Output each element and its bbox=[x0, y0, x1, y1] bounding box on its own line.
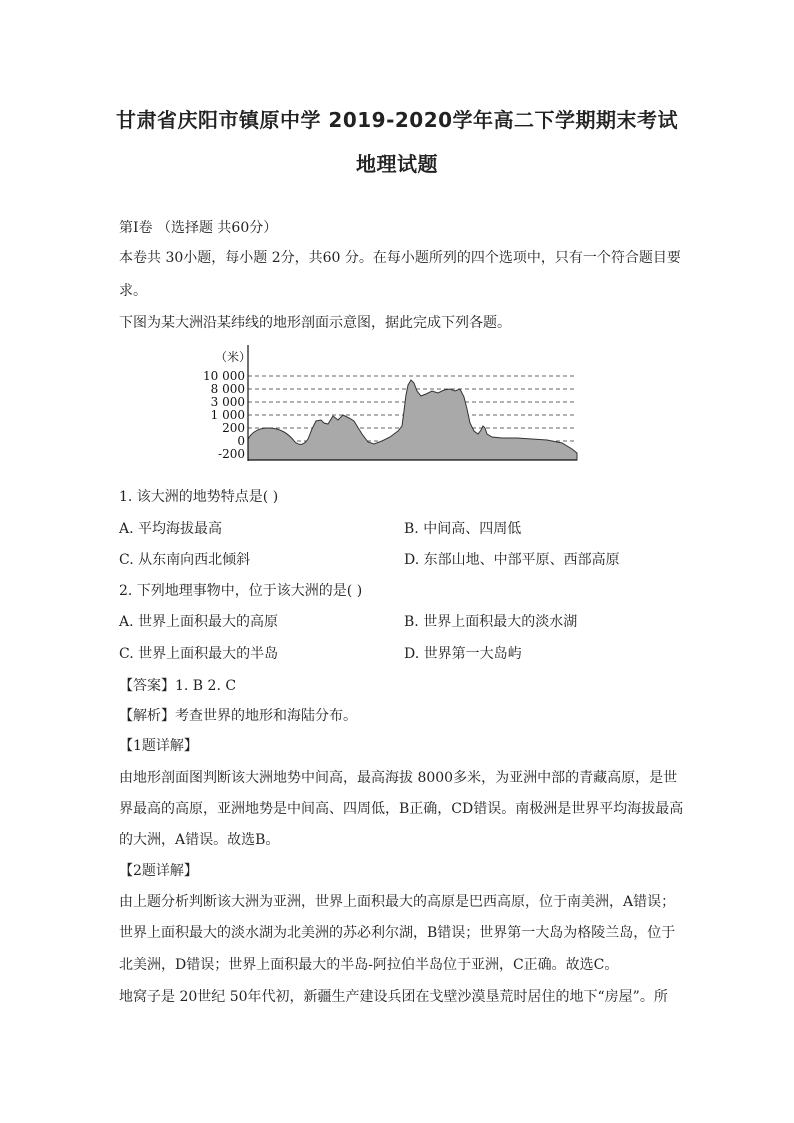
instructions-line-2: 求。 bbox=[119, 283, 147, 299]
question-1-option-c: C. 从东南向西北倾斜 bbox=[119, 552, 251, 568]
y-tick-8000: 8 000 bbox=[210, 382, 245, 396]
detail-1-line-2: 界最高的高原，亚洲地势是中间高、四周低，B正确，CD错误。南极洲是世界平均海拔最高 bbox=[119, 801, 684, 817]
section-header: 第Ⅰ卷 （选择题 共60分） bbox=[119, 220, 278, 236]
detail-2-line-2: 世界上面积最大的淡水湖为北美洲的苏必利尔湖，B错误；世界第一大岛为格陵兰岛，位于 bbox=[119, 925, 676, 941]
answer-line: 【答案】1. B 2. C bbox=[119, 678, 237, 694]
y-axis-unit-label: （米） bbox=[215, 350, 252, 364]
question-2-option-d: D. 世界第一大岛屿 bbox=[404, 646, 522, 662]
terrain-profile-area bbox=[248, 380, 577, 460]
question-2-stem: 2. 下列地理事物中，位于该大洲的是( ) bbox=[119, 583, 363, 599]
question-2-option-a: A. 世界上面积最大的高原 bbox=[119, 614, 279, 630]
y-tick-10000: 10 000 bbox=[203, 369, 245, 383]
detail-2-header: 【2题详解】 bbox=[119, 863, 198, 879]
passage-line: 地窝子是 20世纪 50年代初，新疆生产建设兵团在戈壁沙漠垦荒时居住的地下“房屋”。所 bbox=[119, 989, 668, 1005]
question-2-option-c: C. 世界上面积最大的半岛 bbox=[119, 646, 279, 662]
y-tick-200: 200 bbox=[222, 421, 245, 435]
y-tick-3000: 3 000 bbox=[210, 395, 245, 409]
question-1-option-b: B. 中间高、四周低 bbox=[404, 521, 522, 537]
document-title-line-2: 地理试题 bbox=[356, 152, 438, 176]
detail-2-line-1: 由上题分析判断该大洲为亚洲，世界上面积最大的高原是巴西高原，位于南美洲，A错误； bbox=[119, 894, 676, 910]
question-1-option-d: D. 东部山地、中部平原、西部高原 bbox=[404, 552, 620, 568]
y-tick-neg200: -200 bbox=[218, 447, 245, 461]
question-2-option-b: B. 世界上面积最大的淡水湖 bbox=[404, 614, 578, 630]
figure-intro: 下图为某大洲沿某纬线的地形剖面示意图，据此完成下列各题。 bbox=[119, 315, 511, 331]
detail-1-line-1: 由地形剖面图判断该大洲地势中间高，最高海拔 8000多米，为亚洲中部的青藏高原，是世 bbox=[119, 770, 678, 786]
y-tick-1000: 1 000 bbox=[210, 408, 245, 422]
question-1-stem: 1. 该大洲的地势特点是( ) bbox=[119, 489, 279, 505]
detail-1-line-3: 的大洲，A错误。故选B。 bbox=[119, 832, 280, 848]
document-title-line-1: 甘肃省庆阳市镇原中学 2019-2020学年高二下学期期末考试 bbox=[115, 108, 679, 132]
question-1-option-a: A. 平均海拔最高 bbox=[119, 521, 223, 537]
instructions-line-1: 本卷共 30小题，每小题 2分，共60 分。在每小题所列的四个选项中，只有一个符合题目要 bbox=[119, 250, 681, 266]
detail-2-line-3: 北美洲，D错误；世界上面积最大的半岛-阿拉伯半岛位于亚洲，C正确。故选C。 bbox=[119, 957, 619, 973]
y-tick-0: 0 bbox=[237, 434, 245, 448]
analysis-line: 【解析】考查世界的地形和海陆分布。 bbox=[119, 708, 357, 724]
detail-1-header: 【1题详解】 bbox=[119, 738, 198, 754]
terrain-profile-figure bbox=[203, 343, 584, 469]
